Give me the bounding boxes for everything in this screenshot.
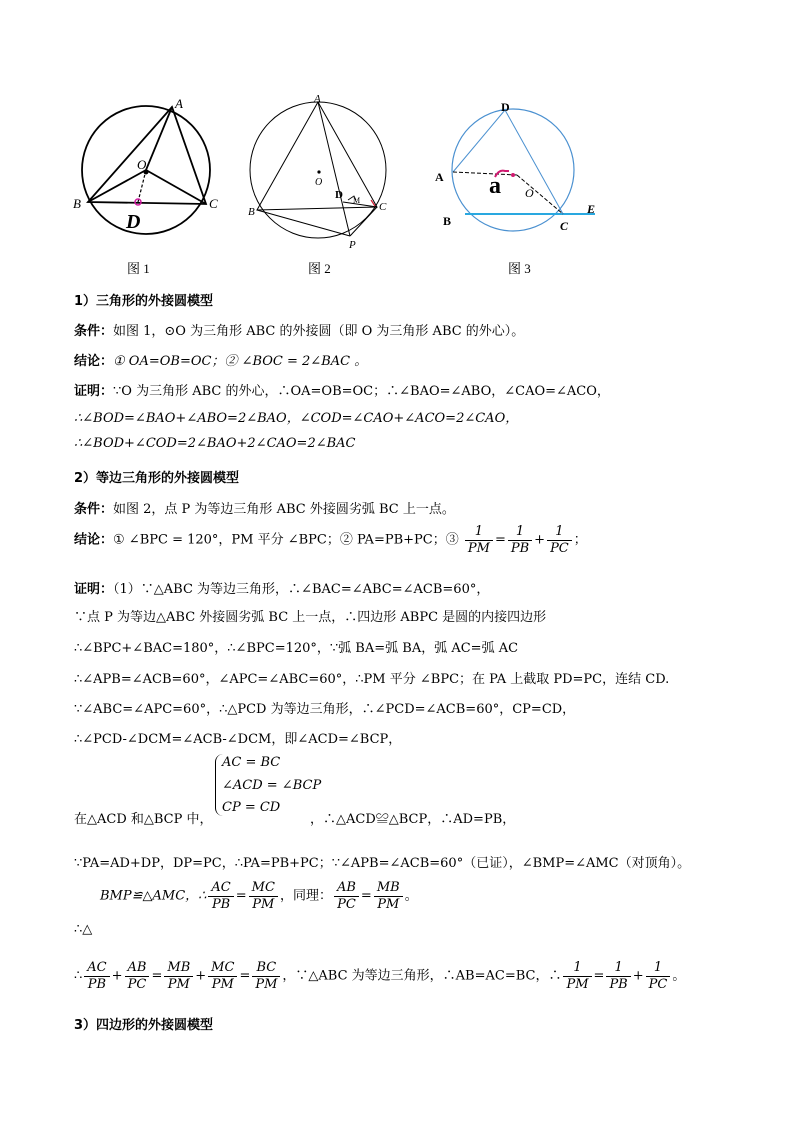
therefore-triangle: ∴△ bbox=[74, 922, 93, 937]
final-fraction: $\frac{AC}{PB}$ bbox=[84, 960, 109, 992]
figure-1-caption: 图 1 bbox=[127, 261, 150, 276]
final-fraction: $\frac{AB}{PC}$ bbox=[125, 960, 150, 992]
condition-label: 条件： bbox=[74, 502, 114, 517]
proof-label: 证明： bbox=[74, 384, 114, 399]
fraction-1-over-pm: $\frac{1}{PM}$ bbox=[465, 524, 493, 556]
proof-line-1: （1）∵△ABC 为等边三角形，∴∠BAC=∠ABC=∠ACB=60°， bbox=[113, 582, 490, 597]
svg-text:C: C bbox=[379, 201, 387, 213]
final-fraction: $\frac{1}{PB}$ bbox=[606, 960, 630, 992]
figure-2-diagram bbox=[245, 90, 395, 250]
proof-line-3: ∴∠BOD+∠COD=2∠BAO+2∠CAO=2∠BAC bbox=[74, 436, 356, 451]
svg-text:C: C bbox=[209, 196, 218, 211]
section-2-title: 2）等边三角形的外接圆模型 bbox=[74, 471, 240, 486]
proof-line-6: ∴∠PCD-∠DCM=∠ACB-∠DCM，即∠ACD=∠BCP， bbox=[74, 732, 402, 747]
section-2-condition bbox=[74, 498, 455, 517]
final-line: ∴ $\frac{AC}{PB}$ + $\frac{AB}{PC}$ = $\frac{MB}{PM}$ + $\frac{MC}{PM}$ = $\frac{BC}{PM}$ ，∵△ABC 为等边三角形，∴AB=AC=BC，∴ $\frac{1}{PM}$ = $\frac{1}{PB}$ + $\frac{1}{PC}$ 。 bbox=[74, 960, 686, 992]
proof-label: 证明： bbox=[74, 582, 114, 597]
svg-text:E: E bbox=[587, 202, 596, 216]
section-1-condition bbox=[74, 320, 524, 339]
svg-text:A: A bbox=[435, 170, 444, 184]
fraction-1-over-pb: $\frac{1}{PB}$ bbox=[508, 524, 532, 556]
svg-text:O: O bbox=[137, 157, 147, 172]
system-prefix: 在△ACD 和△BCP 中， bbox=[74, 812, 213, 827]
svg-text:A: A bbox=[175, 96, 183, 111]
system-eq-3: CP = CD bbox=[222, 800, 281, 815]
svg-text:C: C bbox=[560, 219, 569, 233]
fraction-ab-pc: $\frac{AB}{PC}$ bbox=[334, 880, 359, 912]
proof-line-5: ∵∠ABC=∠APC=60°，∴△PCD 为等边三角形，∴∠PCD=∠ACB=60°，CP=CD， bbox=[74, 702, 576, 717]
section-2-proof bbox=[74, 578, 489, 597]
conclusion-label: 结论： bbox=[74, 532, 114, 548]
figure-3-caption: 图 3 bbox=[508, 261, 531, 276]
system-suffix: ，∴△ACD≌△BCP，∴AD=PB， bbox=[310, 812, 516, 827]
condition-text: 如图 2，点 P 为等边三角形 ABC 外接圆劣弧 BC 上一点。 bbox=[113, 502, 455, 517]
svg-text:O: O bbox=[315, 177, 323, 188]
proof-line-2: ∵点 P 为等边△ABC 外接圆劣弧 BC 上一点，∴四边形 ABPC 是圆的内接四边形 bbox=[74, 610, 547, 625]
proof-line-7: ∵PA=AD+DP，DP=PC，∴PA=PB+PC；∵∠APB=∠ACB=60°（已证），∠BMP=∠AMC（对顶角）。 bbox=[74, 856, 691, 871]
svg-text:O: O bbox=[525, 186, 534, 200]
proof-line-1: ∵O 为三角形 ABC 的外心，∴OA=OB=OC；∴∠BAO=∠ABO，∠CAO=∠ACO， bbox=[113, 384, 610, 399]
section-3-title: 3）四边形的外接圆模型 bbox=[74, 1018, 214, 1033]
figure-3-diagram bbox=[425, 95, 600, 245]
conclusion-part-1: ① ∠BPC = 120°，PM 平分 ∠BPC；② PA=PB+PC；③ bbox=[113, 532, 459, 548]
figure-2-caption: 图 2 bbox=[308, 261, 331, 276]
svg-text:P: P bbox=[349, 239, 356, 250]
svg-text:B: B bbox=[248, 206, 255, 218]
condition-label: 条件： bbox=[74, 324, 114, 339]
svg-text:B: B bbox=[443, 214, 452, 228]
conclusion-text: ① OA=OB=OC；② ∠BOC = 2∠BAC 。 bbox=[113, 354, 368, 369]
svg-text:D: D bbox=[335, 189, 343, 201]
fraction-mc-pm: $\frac{MC}{PM}$ bbox=[249, 880, 278, 912]
conclusion-label: 结论： bbox=[74, 354, 114, 369]
fraction-mb-pm: $\frac{MB}{PM}$ bbox=[374, 880, 403, 912]
final-fraction: $\frac{MC}{PM}$ bbox=[208, 960, 237, 992]
proof-line-2: ∴∠BOD=∠BAO+∠ABO=2∠BAO，∠COD=∠CAO+∠ACO=2∠CAO， bbox=[74, 411, 519, 426]
svg-text:A: A bbox=[314, 93, 321, 105]
system-eq-2: ∠ACD = ∠BCP bbox=[222, 778, 322, 793]
final-fraction: $\frac{MB}{PM}$ bbox=[164, 960, 193, 992]
final-fraction: $\frac{1}{PM}$ bbox=[563, 960, 591, 992]
condition-text: 如图 1，⊙O 为三角形 ABC 的外接圆（即 O 为三角形 ABC 的外心）。 bbox=[113, 324, 525, 339]
section-1-proof bbox=[74, 380, 610, 399]
final-fraction: $\frac{BC}{PM}$ bbox=[252, 960, 280, 992]
svg-text:a: a bbox=[489, 173, 501, 199]
svg-text:D: D bbox=[126, 211, 141, 233]
system-eq-1: AC = BC bbox=[222, 755, 281, 770]
fraction-1-over-pc: $\frac{1}{PC}$ bbox=[547, 524, 572, 556]
proof-line-3: ∴∠BPC+∠BAC=180°，∴∠BPC=120°，∵弧 BA=弧 BA，弧 AC=弧 AC bbox=[74, 641, 519, 656]
section-1-conclusion bbox=[74, 350, 367, 369]
section-2-conclusion: 结论：① ∠BPC = 120°，PM 平分 ∠BPC；② PA=PB+PC；③ $\frac{1}{PM}$ = $\frac{1}{PB}$ + $\frac{1}{PC}$ ； bbox=[74, 524, 587, 556]
figure-1-diagram bbox=[70, 90, 230, 250]
svg-text:D: D bbox=[501, 100, 510, 114]
svg-text:B: B bbox=[73, 196, 81, 211]
section-1-title: 1）三角形的外接圆模型 bbox=[74, 294, 214, 309]
similarity-line: BMP≌△AMC，∴ $\frac{AC}{PB}$ = $\frac{MC}{PM}$ ，同理： $\frac{AB}{PC}$ = $\frac{MB}{PM}$ 。 bbox=[100, 880, 418, 912]
final-fraction: $\frac{1}{PC}$ bbox=[646, 960, 671, 992]
proof-line-4: ∴∠APB=∠ACB=60°，∠APC=∠ABC=60°，∴PM 平分 ∠BPC；在 PA 上截取 PD=PC，连结 CD. bbox=[74, 672, 670, 687]
fraction-ac-pb: $\frac{AC}{PB}$ bbox=[208, 880, 233, 912]
svg-text:M: M bbox=[353, 196, 361, 205]
